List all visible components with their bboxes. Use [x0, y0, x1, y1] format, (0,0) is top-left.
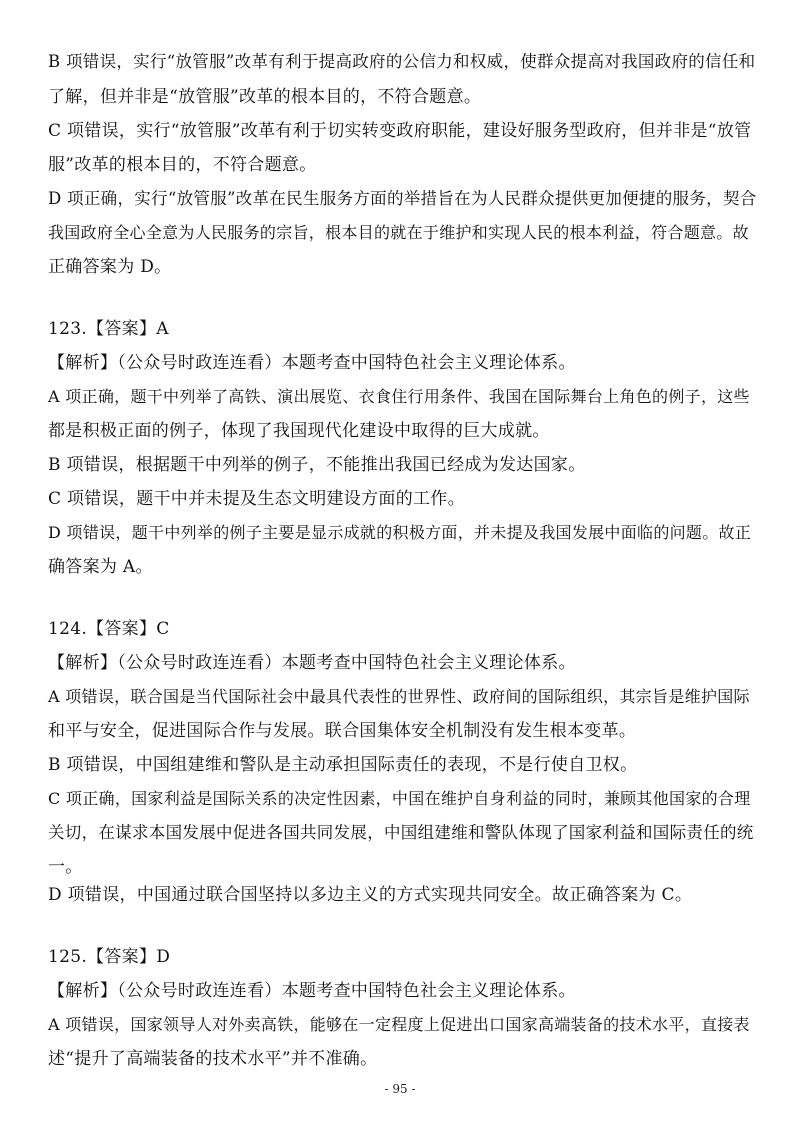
text-line: A 项正确，题干中列举了高铁、演出展览、衣食住行用条件、我国在国际舞台上角色的例子，这些	[48, 387, 750, 406]
text-line: B 项错误，根据题干中列举的例子，不能推出我国已经成为发达国家。	[48, 455, 586, 475]
page-number: - 95 -	[384, 1082, 416, 1096]
answer-heading-124: 124.【答案】C	[48, 619, 170, 639]
text-line: B 项错误，实行“放管服”改革有利于提高政府的公信力和权威，使群众提高对我国政府的信任和	[48, 52, 756, 71]
text-line: C 项错误，题干中并未提及生态文明建设方面的工作。	[48, 489, 465, 509]
answer-heading-123: 123.【答案】A	[48, 319, 169, 339]
text-line: B 项错误，中国组建维和警队是主动承担国际责任的表现，不是行使自卫权。	[48, 755, 638, 775]
answer-heading-125: 125.【答案】D	[48, 947, 171, 967]
text-line: 正确答案为 D。	[48, 257, 172, 277]
text-line: D 项正确，实行“放管服”改革在民生服务方面的举措旨在为人民群众提供更加便捷的服务，契合	[48, 189, 757, 208]
text-line: 了解，但并非是“放管服”改革的根本目的，不符合题意。	[48, 87, 482, 107]
analysis-line: 【解析】（公众号时政连连看）本题考查中国特色社会主义理论体系。	[48, 653, 576, 673]
text-line: 和平与安全，促进国际合作与发展。联合国集体安全机制没有发生根本变革。	[48, 721, 637, 741]
text-line: 我国政府全心全意为人民服务的宗旨，根本目的就在于维护和实现人民的根本利益，符合题意。故	[48, 223, 749, 242]
text-line: D 项错误，中国通过联合国坚持以多边主义的方式实现共同安全。故正确答案为 C。	[48, 885, 693, 905]
text-line: C 项正确，国家利益是国际关系的决定性因素，中国在维护自身利益的同时，兼顾其他国家的合理	[48, 789, 751, 808]
text-line: A 项错误，国家领导人对外卖高铁，能够在一定程度上促进出口国家高端装备的技术水平，直接表	[48, 1015, 750, 1034]
text-line: D 项错误，题干中列举的例子主要是显示成就的积极方面，并未提及我国发展中面临的问题。故正	[48, 523, 752, 542]
text-line: A 项错误，联合国是当代国际社会中最具代表性的世界性、政府间的国际组织，其宗旨是维护国际	[48, 687, 750, 706]
text-line: 述“提升了高端装备的技术水平”并不准确。	[48, 1049, 378, 1069]
analysis-line: 【解析】（公众号时政连连看）本题考查中国特色社会主义理论体系。	[48, 981, 576, 1001]
analysis-line: 【解析】（公众号时政连连看）本题考查中国特色社会主义理论体系。	[48, 353, 576, 373]
text-line: C 项错误，实行“放管服”改革有利于切实转变政府职能，建设好服务型政府，但并非是“放管	[48, 121, 752, 141]
text-line: 都是积极正面的例子，体现了我国现代化建设中取得的巨大成就。	[48, 421, 550, 441]
text-line: 关切，在谋求本国发展中促进各国共同发展，中国组建维和警队体现了国家利益和国际责任的统	[48, 823, 754, 842]
text-line: 确答案为 A。	[48, 557, 153, 577]
text-line: 一。	[48, 857, 83, 877]
text-line: 服”改革的根本目的，不符合题意。	[48, 155, 317, 175]
